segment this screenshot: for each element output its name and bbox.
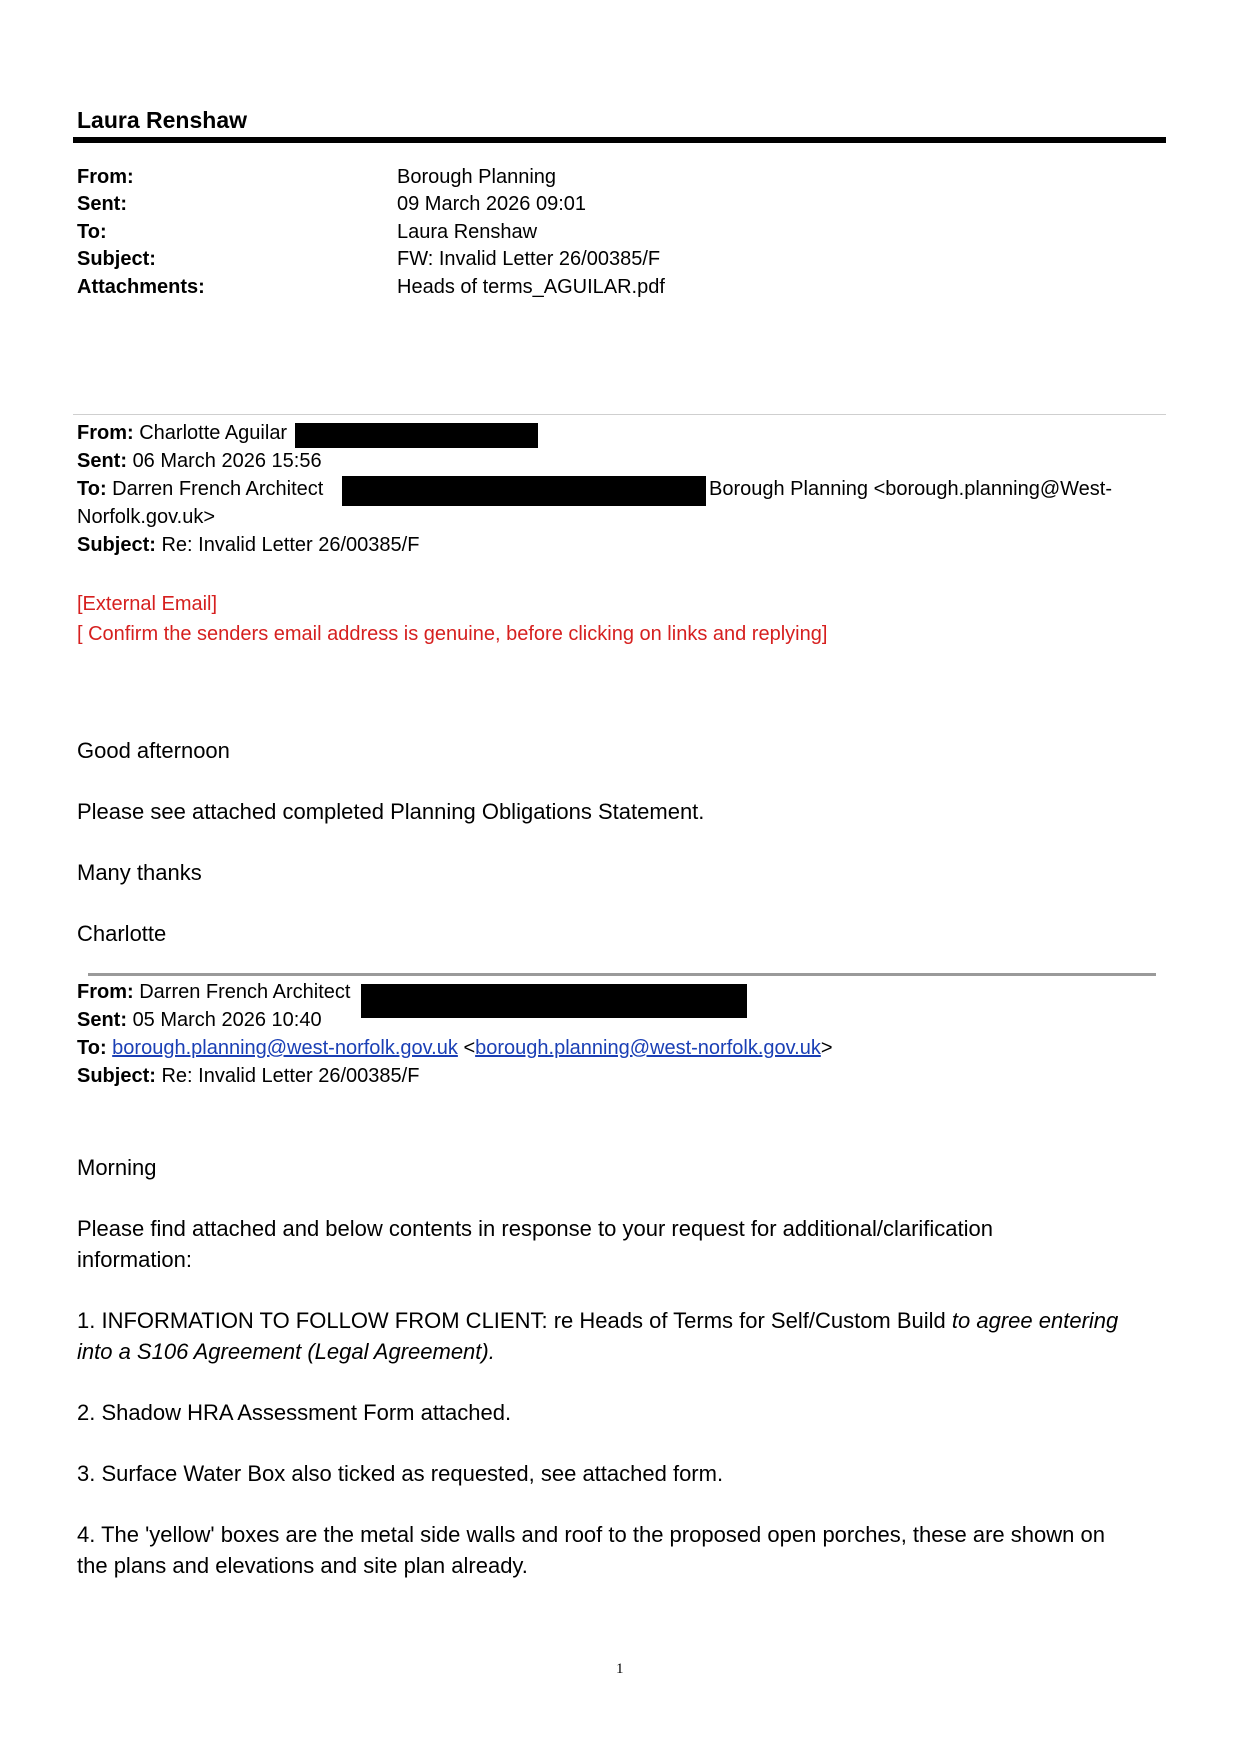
message1-sent-label: Sent:: [77, 450, 127, 472]
message2-sent-label: Sent:: [77, 1009, 127, 1031]
message2-greeting: Morning: [77, 1155, 157, 1180]
message1-to-line: [77, 478, 323, 501]
mailbox-owner-name: Laura Renshaw: [77, 107, 247, 133]
message1-subject-line: [77, 534, 419, 557]
header-from-label: From:: [77, 166, 134, 188]
list-item: 3. Surface Water Box also ticked as requested, see attached form.: [77, 1461, 724, 1486]
header-from-value: Borough Planning: [397, 166, 557, 188]
message1-greeting: Good afternoon: [77, 738, 230, 763]
message2-subject-value: Re: Invalid Letter 26/00385/F: [161, 1065, 420, 1087]
page-number: 1: [616, 1661, 624, 1677]
message1-signature: Charlotte: [77, 921, 167, 946]
message1-from-value: Charlotte Aguilar: [139, 422, 288, 444]
message1-body: Please see attached completed Planning Obligations Statement.: [77, 799, 705, 824]
header-attachments-label: Attachments:: [77, 276, 205, 298]
message1-subject-label: Subject:: [77, 534, 156, 556]
redaction-block: [295, 423, 538, 448]
header-attachment-link[interactable]: Heads of terms_AGUILAR.pdf: [397, 276, 665, 298]
list-item: 2. Shadow HRA Assessment Form attached.: [77, 1400, 512, 1425]
message1-to-value: Darren French Architect: [112, 478, 324, 500]
item1-italic-text: to agree entering: [951, 1308, 1119, 1333]
to-email-link[interactable]: borough.planning@west-norfolk.gov.uk: [112, 1037, 458, 1059]
message-divider: [73, 414, 1166, 415]
message2-sent-value: 05 March 2026 10:40: [132, 1009, 322, 1031]
message1-signoff: Many thanks: [77, 860, 202, 885]
to-email-link[interactable]: borough.planning@west-norfolk.gov.uk: [475, 1037, 821, 1059]
redaction-block: [342, 476, 706, 506]
header-to-value: Laura Renshaw: [397, 221, 538, 243]
external-email-warning: [ Confirm the senders email address is genuine, before clicking on links and replying]: [77, 623, 828, 645]
message2-sent-line: [77, 1009, 322, 1032]
message2-from-value: Darren French Architect: [139, 981, 351, 1003]
header-divider: [73, 137, 1166, 143]
redaction-block: [361, 984, 747, 1018]
message1-to-value-line2: Norfolk.gov.uk>: [77, 506, 216, 528]
message2-to-label: To:: [77, 1037, 107, 1059]
to-email-close-bracket: >: [820, 1037, 833, 1059]
message2-from-label: From:: [77, 981, 134, 1003]
item1-italic-line2: into a S106 Agreement (Legal Agreement).: [77, 1339, 495, 1364]
message1-from-label: From:: [77, 422, 134, 444]
message2-subject-line: [77, 1065, 419, 1088]
item4-line2: the plans and elevations and site plan already.: [77, 1553, 528, 1578]
message1-to-label: To:: [77, 478, 107, 500]
to-email-open-bracket: <: [463, 1037, 476, 1059]
message2-subject-label: Subject:: [77, 1065, 156, 1087]
reply-separator: [88, 973, 1156, 976]
message2-to-line: [77, 1037, 833, 1060]
message2-intro-line2: information:: [77, 1247, 192, 1272]
item1-text: 1. INFORMATION TO FOLLOW FROM CLIENT: re Heads of Terms for Self/Custom Build: [77, 1308, 952, 1333]
list-item: [77, 1308, 1118, 1334]
external-email-banner: [External Email]: [77, 593, 218, 615]
message1-sent-line: [77, 450, 322, 473]
header-subject-value: FW: Invalid Letter 26/00385/F: [397, 248, 661, 270]
message1-sent-value: 06 March 2026 15:56: [132, 450, 322, 472]
header-sent-label: Sent:: [77, 193, 127, 215]
message2-intro-line1: Please find attached and below contents in response to your request for additional/clarification: [77, 1216, 994, 1241]
message1-subject-value: Re: Invalid Letter 26/00385/F: [161, 534, 420, 556]
header-sent-value: 09 March 2026 09:01: [397, 193, 587, 215]
message1-to-value-cont: Borough Planning <borough.planning@West-: [709, 478, 1112, 500]
message2-from-line: [77, 981, 350, 1004]
header-subject-label: Subject:: [77, 248, 156, 270]
message1-from-line: [77, 422, 287, 445]
header-to-label: To:: [77, 221, 107, 243]
list-item: 4. The 'yellow' boxes are the metal side walls and roof to the proposed open porches, these are shown on: [77, 1522, 1105, 1547]
